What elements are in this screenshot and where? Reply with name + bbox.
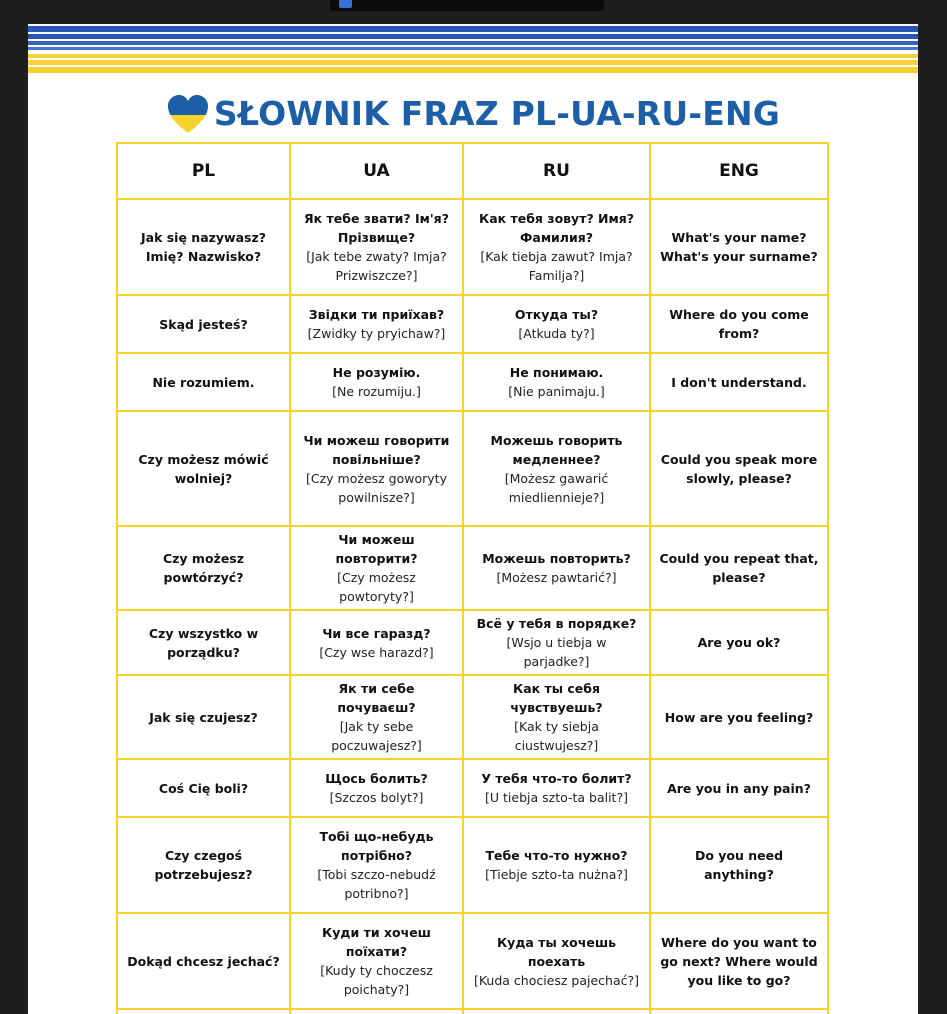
cell-ua: Куди ти хочеш поїхати?	[322, 925, 431, 959]
cell-eng: Could you speak more slowly, please?	[660, 451, 818, 486]
header-pl: PL	[117, 143, 290, 199]
cell-ua: Чи все гаразд?	[322, 625, 431, 641]
cell-pl: Czy możesz powtórzyć?	[162, 551, 245, 585]
cell-ua-transliteration: [Ne rozumiju.]	[332, 384, 421, 399]
table-row	[117, 675, 828, 759]
cell-ua: Тобі що-небудь потрібно?	[319, 829, 434, 863]
cell-pl: Jak się czujesz?	[149, 709, 258, 725]
cell-ru: Можешь повторить?	[482, 551, 631, 566]
cell-ru-transliteration: [Tiebje szto-ta nużna?]	[485, 867, 628, 882]
header-eng: ENG	[650, 143, 828, 199]
cell-ru-transliteration: [Możesz pawtarić?]	[496, 570, 617, 585]
cell-eng: Do you need anything?	[694, 848, 784, 882]
cell-eng: I don't understand.	[671, 374, 807, 390]
cell-ua: Не розумію.	[332, 365, 421, 380]
table-row	[117, 411, 828, 526]
cell-pl: Dokąd chcesz jechać?	[127, 953, 280, 969]
cell-eng: Could you repeat that, please?	[659, 551, 819, 585]
cell-ru-transliteration: [Możesz gawarić miedliennieje?]	[504, 470, 609, 505]
header-ua: UA	[290, 143, 463, 199]
cell-pl: Czy możesz mówić wolniej?	[138, 451, 269, 486]
flag-stripes-banner	[28, 24, 918, 76]
cell-ua-transliteration: [Czy możesz powtoryty?]	[337, 570, 416, 604]
cell-ru: Откуда ты?	[514, 307, 599, 322]
cell-pl: Czy wszystko w porządku?	[148, 625, 259, 660]
cell-ua-transliteration: [Jak tebe zwaty? Imja? Prizwiszcze?]	[306, 249, 447, 283]
cell-ua-transliteration: [Zwidky ty pryichaw?]	[307, 326, 446, 341]
cell-ru: Можешь говорить медленнее?	[490, 432, 623, 467]
table-row	[117, 913, 828, 1009]
document-icon	[339, 0, 352, 8]
table-row	[117, 295, 828, 353]
table-row	[117, 353, 828, 411]
cell-ua-transliteration: [Czy możesz goworyty powilnisze?]	[306, 470, 447, 505]
cell-ua-transliteration: [Czy wse harazd?]	[319, 644, 434, 660]
cell-pl: Skąd jesteś?	[159, 316, 248, 332]
table-row	[117, 817, 828, 913]
cell-ru-transliteration: [Atkuda ty?]	[518, 326, 595, 341]
table-row	[117, 610, 828, 675]
cell-ru: Куда ты хочешь поехать	[496, 934, 617, 969]
cell-eng: How are you feeling?	[664, 709, 814, 725]
cell-ua-transliteration: [Tobi szczo-nebudź potribno?]	[317, 867, 436, 901]
cell-ua-transliteration: [Jak ty sebe poczuwajesz?]	[331, 719, 422, 753]
cell-pl: Jak się nazywasz? Imię? Nazwisko?	[140, 230, 266, 264]
cell-ru-transliteration: [Kak tiebja zawut? Imja? Familja?]	[480, 249, 633, 283]
cell-pl: Coś Cię boli?	[158, 780, 249, 796]
table-row	[117, 199, 828, 295]
title-row	[28, 88, 918, 138]
table-row	[117, 526, 828, 610]
cell-ru: Не понимаю.	[509, 365, 604, 380]
cell-pl: Czy czegoś potrzebujesz?	[154, 848, 253, 882]
viewer-toolbar	[330, 0, 604, 11]
cell-ru: Тебе что-то нужно?	[485, 848, 628, 863]
table-row	[117, 759, 828, 817]
cell-eng: Are you ok?	[697, 635, 781, 650]
cell-eng: Where do you come from?	[669, 307, 809, 341]
cell-pl: Nie rozumiem.	[152, 374, 255, 390]
cell-ua: Як тебе звати? Ім'я? Прізвище?	[304, 211, 449, 245]
cell-ru-transliteration: [Kak ty siebja ciustwujesz?]	[514, 719, 599, 753]
cell-ua: Щось болить?	[325, 771, 428, 786]
ukraine-heart-icon	[166, 93, 210, 137]
cell-ru: Всё у тебя в порядке?	[476, 616, 637, 631]
cell-ua: Як ти себе почуваєш?	[337, 681, 416, 715]
cell-eng: Where do you want to go next? Where would you like to go?	[660, 934, 818, 988]
header-ru: RU	[463, 143, 650, 199]
cell-ru: У тебя что-то болит?	[481, 771, 632, 786]
cell-ua: Чи можеш говорити повільніше?	[303, 432, 450, 467]
cell-ua: Звідки ти приїхав?	[308, 307, 445, 322]
table-header-row	[117, 143, 828, 199]
document-page	[28, 24, 918, 1014]
phrase-table	[116, 142, 829, 1014]
cell-ua-transliteration: [Kudy ty choczesz poichaty?]	[320, 963, 433, 997]
cell-ua-transliteration: [Szczos bolyt?]	[329, 790, 424, 805]
cell-eng: What's your name? What's your surname?	[660, 230, 818, 264]
cell-ru-transliteration: [Wsjo u tiebja w parjadke?]	[506, 635, 607, 669]
page-title: SŁOWNIK FRAZ PL-UA-RU-ENG	[213, 93, 781, 133]
table-row-partial	[117, 1009, 828, 1014]
cell-ru-transliteration: [U tiebja szto-ta balit?]	[485, 790, 628, 805]
cell-ru-transliteration: [Nie panimaju.]	[508, 384, 605, 399]
cell-ru: Как тебя зовут? Имя? Фамилия?	[478, 211, 635, 245]
cell-ru: Как ты себя чувствуешь?	[510, 681, 603, 715]
cell-ua: Чи можеш повторити?	[335, 532, 418, 566]
cell-ru-transliteration: [Kuda chociesz pajechać?]	[473, 972, 640, 988]
cell-eng: Are you in any pain?	[667, 780, 811, 796]
